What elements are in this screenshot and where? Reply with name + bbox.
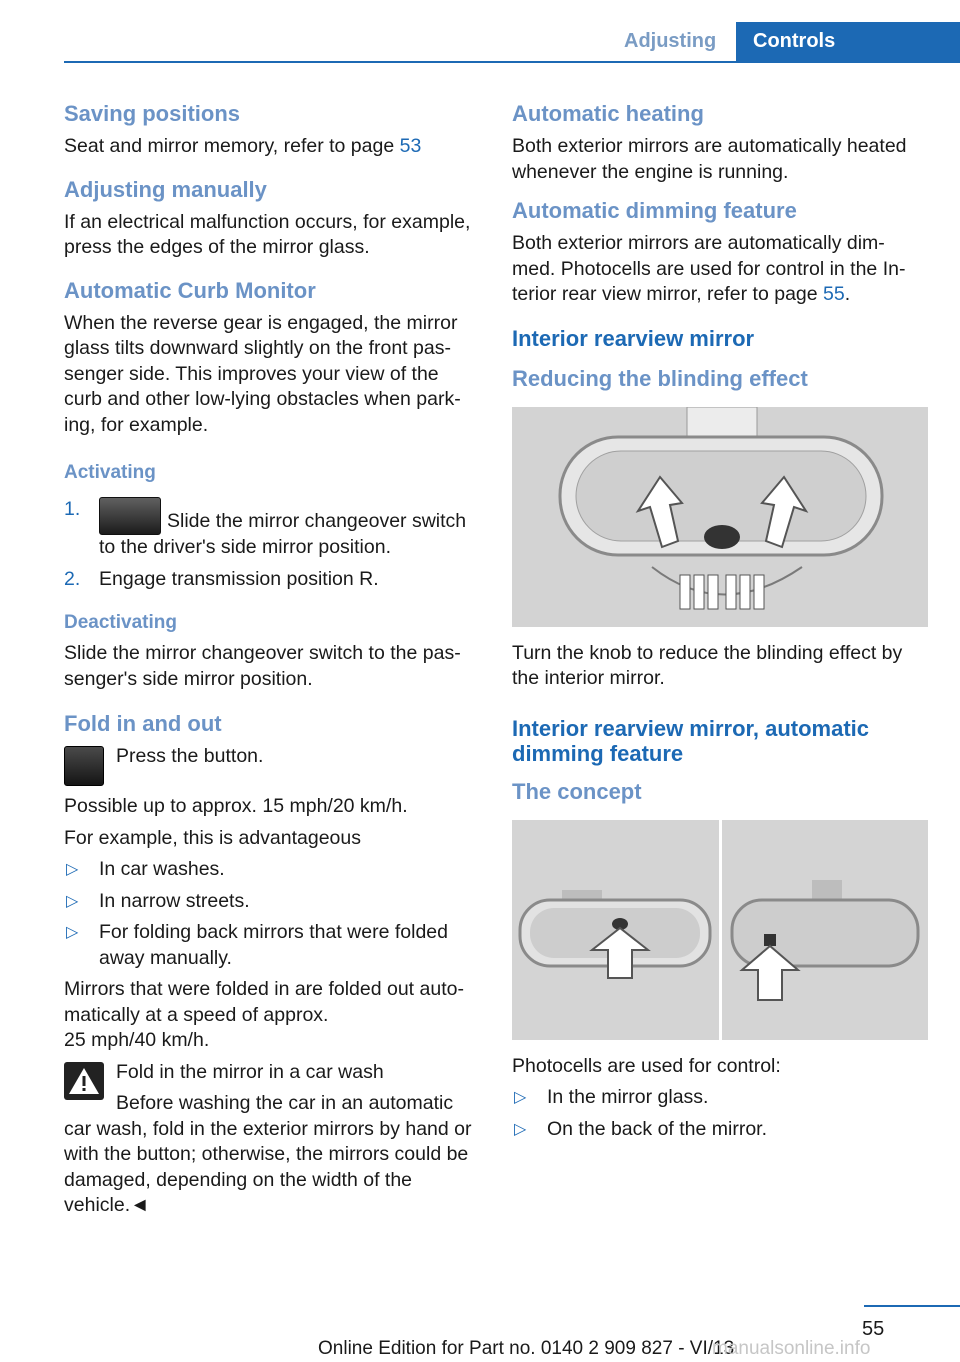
heating-text: Both exterior mirrors are automatically heated whenever the engine is running. xyxy=(512,135,907,183)
fold-list xyxy=(64,857,480,971)
mirror-knob-figure xyxy=(512,407,928,627)
blinding-text: Turn the knob to reduce the blinding effect by the interior mirror. xyxy=(512,641,903,689)
bullet-triangle-icon: ▷ xyxy=(514,1120,527,1138)
mirror-back-image xyxy=(722,820,929,1040)
dimming-text: Both exterior mirrors are automatically dim- med. Photocells are used for control in the In- terior rear view mirror, refer to page 55. xyxy=(512,232,906,305)
edition-text: Online Edition for Part no. 0140 2 909 827 - VI/13 xyxy=(318,1338,735,1359)
mirror-knob-illustration xyxy=(512,407,928,627)
warning-title: Fold in the mirror in a car wash xyxy=(116,1060,384,1083)
concept-title: The concept xyxy=(512,778,642,804)
list-item: ▷ For folding back mirrors that were folded away manually. xyxy=(66,921,448,969)
mirror-switch-icon xyxy=(99,497,161,535)
step-number: 2. xyxy=(64,567,81,590)
watermark: manualsonline.info xyxy=(712,1338,871,1359)
warning-icon xyxy=(64,1062,104,1100)
page-link-55[interactable]: 55 xyxy=(823,283,845,305)
header-chapter-tab: Controls xyxy=(736,22,960,62)
step-number: 1. xyxy=(64,498,81,520)
page-number: 55 xyxy=(862,1318,885,1340)
warning-block xyxy=(64,1060,480,1086)
fold-title: Fold in and out xyxy=(64,711,222,736)
curb-title: Automatic Curb Monitor xyxy=(64,277,316,303)
fold-button-icon xyxy=(64,746,104,786)
blinding-title: Reducing the blinding effect xyxy=(512,365,808,391)
list-item: 1. Slide the mirror changeover switch to the driver's side mirror position. xyxy=(64,498,467,558)
bullet-triangle-icon: ▷ xyxy=(514,1089,527,1106)
deactivating-text: Slide the mirror changeover switch to the pas- senger's side mirror position. xyxy=(64,642,461,690)
footer-rule xyxy=(864,1305,960,1307)
interior-title: Interior rearview mirror xyxy=(512,325,755,351)
photocells-text: Photocells are used for control: xyxy=(512,1054,781,1077)
bullet-triangle-icon: ▷ xyxy=(66,892,79,910)
fold-speed-text: Possible up to approx. 15 mph/20 km/h. xyxy=(64,795,408,817)
activating-title: Activating xyxy=(64,462,156,483)
activating-steps xyxy=(64,497,480,592)
list-item: ▷ In the mirror glass. xyxy=(512,1085,928,1111)
fold-out-speed: 25 mph/40 km/h. xyxy=(64,1029,210,1051)
list-item: ▷ In narrow streets. xyxy=(64,889,480,915)
photocells-list xyxy=(512,1085,928,1142)
saving-text: Seat and mirror memory, refer to page 53 xyxy=(64,135,422,157)
header-section: Adjusting xyxy=(624,30,717,52)
list-item: ▷ In car washes. xyxy=(64,857,480,883)
page-link-53[interactable]: 53 xyxy=(399,135,422,157)
bullet-triangle-icon: ▷ xyxy=(66,861,79,878)
left-column xyxy=(64,100,480,1225)
mirror-front-image xyxy=(512,820,719,1040)
list-item: ▷ On the back of the mirror. xyxy=(512,1117,928,1143)
fold-press-row xyxy=(64,744,480,788)
fold-press-text: Press the button. xyxy=(116,745,264,767)
right-column xyxy=(512,100,928,1148)
dimming-title: Automatic dimming feature xyxy=(512,198,797,223)
deactivating-title: Deactivating xyxy=(64,612,177,633)
curb-text: When the reverse gear is engaged, the mirror glass tilts downward slightly on the front pas- senger side. This improves your view of the curb and other low-lying obstacles when park- ing, for example. xyxy=(64,311,461,436)
manual-title: Adjusting manually xyxy=(64,176,267,202)
manual-text: If an electrical malfunction occurs, for example, press the edges of the mirror glass. xyxy=(64,210,471,258)
bullet-triangle-icon: ▷ xyxy=(66,924,79,941)
warning-text: Before washing the car in an automatic car wash, fold in the exterior mirrors by hand or with the button; otherwise, the mirrors could be damaged, depending on the width of the vehicle.◄ xyxy=(64,1092,472,1216)
heating-title: Automatic heating xyxy=(512,101,704,126)
fold-out-text: Mirrors that were folded in are folded out auto- matically at a speed of approx. xyxy=(64,978,464,1026)
photocell-figure xyxy=(512,820,928,1040)
auto-title: Interior rearview mirror, automatic dimming feature xyxy=(512,715,870,766)
fold-adv-text: For example, this is advantageous xyxy=(64,826,361,849)
saving-title: Saving positions xyxy=(64,101,241,126)
list-item: 2. Engage transmission position R. xyxy=(64,567,480,593)
